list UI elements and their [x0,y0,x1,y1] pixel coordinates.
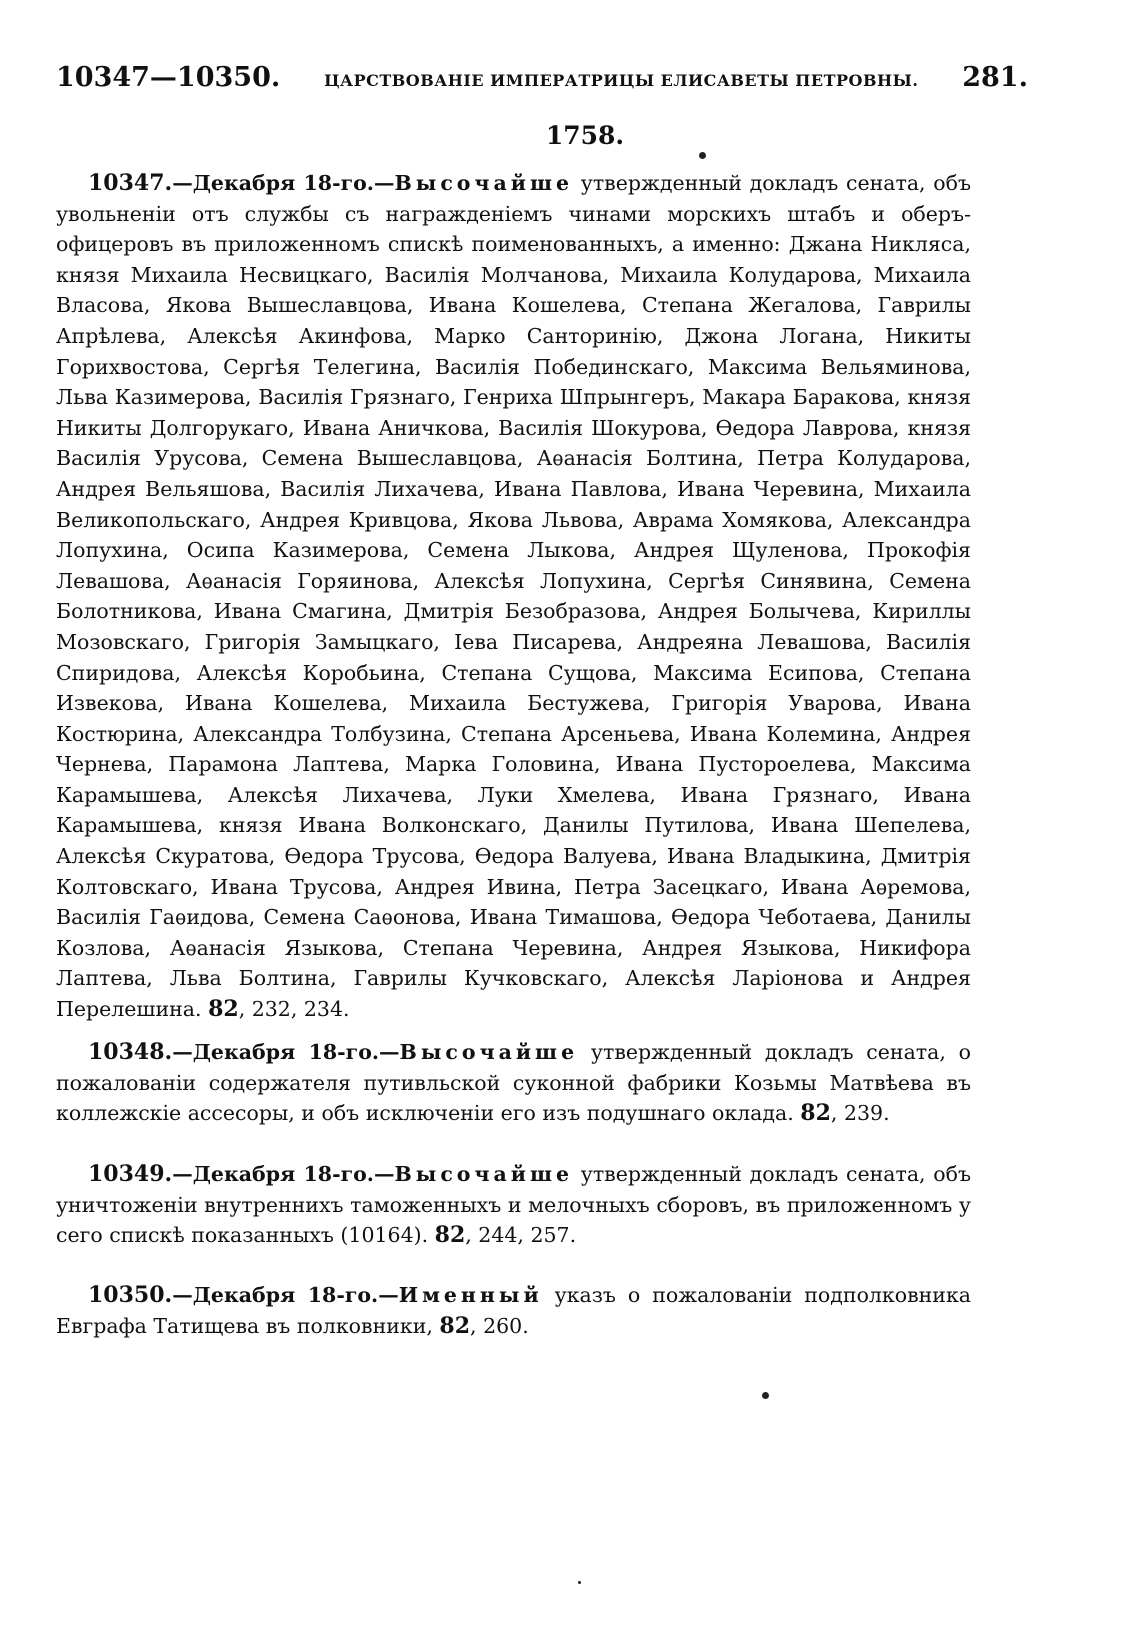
entry-kind: Именный [398,1283,543,1307]
entry-text: указъ о пожалованіи подполковника Евграфа Татищева въ полковники, [56,1283,971,1338]
entry-range: 10347—10350. [56,62,281,93]
decree-entry [56,168,971,1025]
year-heading: 1758. [545,121,625,150]
entry-number: 10348. [88,1039,173,1065]
entry-date: —Декабря 18-го.— [172,1040,400,1064]
running-head [56,62,1028,102]
entry-date: —Декабря 18-го.— [172,1283,399,1307]
print-speck [699,152,706,159]
entry-text: утвержденный докладъ сената, объ увольненіи отъ службы съ награжденіемъ чинами морскихъ штабъ и оберъ-офицеровъ въ приложенномъ спискѣ поименованныхъ, а именно: Джана Никляса, князя Михаила Несвицкаго, Василія Молчанова, Михаила Колударова, Михаила Власова, Якова Вышеславцова, Ивана Кошелева, Степана Жегалова, Гаврилы Апрѣлева, Алексѣя Акинфова, Марко Санторинію, Джона Логана, Никиты Горихвостова, Сергѣя Телегина, Василія Побединскаго, Максима Вельяминова, Льва Казимерова, Василія Грязнаго, Генриха Шпрынгеръ, Макара Баракова, князя Никиты Долгорукаго, Ивана Аничкова, Василія Шокурова, Өедора Лаврова, князя Василія Урусова, Семена Вышеславцова, Аѳанасія Болтина, Петра Колударова, Андрея Вельяшова, Василія Лихачева, Ивана Павлова, Ивана Черевина, Михаила Великопольскаго, Андрея Кривцова, Якова Львова, Аврама Хомякова, Александра Лопухина, Осипа Казимерова, Семена Лыкова, Андрея Щуленова, Прокофія Левашова, Аѳанасія Горяинова, Алексѣя Лопухина, Сергѣя Синявина, Семена Болотникова, Ивана Смагина, Дмитрія Безобразова, Андрея Болычева, Кириллы Мозовскаго, Григорія Замыцкаго, Іева Писарева, Андреяна Левашова, Василія Спиридова, Алексѣя Коробьина, Степана Сущова, Максима Есипова, Степана Извекова, Ивана Кошелева, Михаила Бестужева, Григорія Уварова, Ивана Костюрина, Александра Толбузина, Степана Арсеньева, Ивана Колемина, Андрея Чернева, Парамона Лаптева, Марка Головина, Ивана Пустороелева, Максима Карамышева, Алексѣя Лихачева, Луки Хмелева, Ивана Грязнаго, Ивана Карамышева, князя Ивана Волконскаго, Данилы Путилова, Ивана Шепелева, Алексѣя Скуратова, Өедора Трусова, Өедора Валуева, Ивана Владыкина, Дмитрія Колтовскаго, Ивана Трусова, Андрея Ивина, Петра Засецкаго, Ивана Аѳремова, Василія Гаѳидова, Семена Саѳонова, Ивана Тимашова, Өедора Чеботаева, Данилы Козлова, Аѳанасія Языкова, Степана Черевина, Андрея Языкова, Никифора Лаптева, Льва Болтина, Гаврилы Кучковскаго, Алексѣя Ларіонова и Андрея Перелешина. [56,171,971,1022]
entry-number: 10349. [88,1161,173,1187]
entry-number: 10347. [88,170,173,196]
entry-volume-ref: 82 [208,996,239,1023]
running-title: ЦАРСТВОВАНІЕ ИМПЕРАТРИЦЫ ЕЛИСАВЕТЫ ПЕТРОВНЫ. [324,71,919,90]
print-speck [762,1392,769,1399]
entry-volume-ref: 82 [800,1100,831,1127]
entry-number: 10350. [88,1282,173,1308]
entry-page-ref: , 232, 234. [238,997,350,1022]
entry-kind: Высочайше [399,1040,579,1064]
print-speck [578,1581,581,1584]
entry-text: утвержденный докладъ сената, о пожалованіи содержателя путивльской суконной фабрики Козьмы Матвѣева въ коллежскіе ассесоры, и объ исключеніи его изъ подушнаго оклада. [56,1040,971,1126]
entry-text: утвержденный докладъ сената, объ уничтоженіи внутреннихъ таможенныхъ и мелочныхъ сборовъ, въ приложенномъ у сего спискѣ показанныхъ (10164). [56,1162,971,1248]
entry-page-ref: , 260. [470,1313,529,1338]
entry-page-ref: , 239. [830,1101,890,1126]
decree-entry [56,1280,971,1341]
page-number: 281. [962,62,1028,93]
entry-page-ref: , 244, 257. [465,1223,577,1248]
entry-date: —Декабря 18-го.— [172,1162,395,1186]
entry-kind: Высочайше [394,1162,574,1186]
decree-entry [56,1037,971,1129]
entry-kind: Высочайше [394,171,574,195]
entry-volume-ref: 82 [439,1312,471,1339]
decree-entry [56,1159,971,1251]
entry-volume-ref: 82 [434,1222,466,1249]
entry-date: —Декабря 18-го.— [172,171,395,195]
